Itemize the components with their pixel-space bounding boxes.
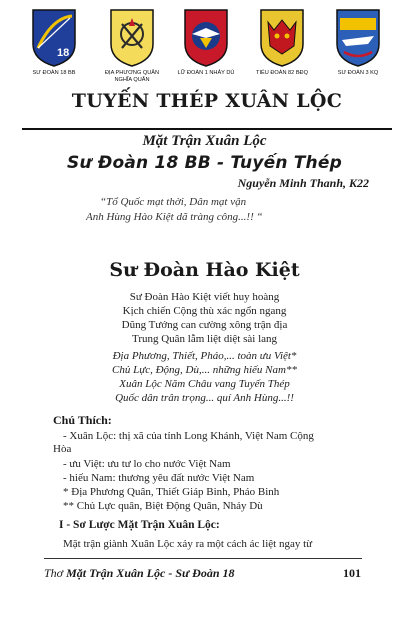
poem-heading-line1: Mặt Trận Xuân Lộc (142, 133, 267, 149)
page-number: 101 (343, 566, 361, 580)
footer-prefix: Thơ (44, 566, 67, 580)
air-division-3-caption: SƯ ĐOÀN 3 KQ (337, 70, 379, 76)
footer-divider (44, 558, 362, 559)
banner-title: TUYẾN THÉP XUÂN LỘC (71, 90, 343, 112)
poem-line: Kịch chiến Cộng thù xác ngổn ngang (122, 305, 287, 317)
airborne-brigade-caption: LỮ ĐOÀN 1 NHẢY DÙ (177, 70, 235, 76)
division-18-caption: SƯ ĐOÀN 18 BB (32, 70, 76, 76)
poem-line: Trung Quân lẫm liệt diệt sài lang (131, 333, 278, 345)
ranger-battalion-caption: TIỂU ĐOÀN 82 BĐQ (256, 70, 308, 76)
banner (22, 6, 392, 130)
note-line: * Địa Phương Quân, Thiết Giáp Binh, Pháo Binh (63, 486, 280, 498)
author-name: Nguyễn Minh Thanh, K22 (237, 176, 369, 190)
banner-divider (22, 128, 392, 130)
section-heading: I - Sơ Lược Mặt Trận Xuân Lộc: (59, 519, 220, 531)
note-line: - Xuân Lộc: thị xã của tỉnh Long Khánh, Việt Nam Cộng (63, 430, 314, 442)
division-18-emblem (30, 8, 78, 68)
poem-line: Chủ Lực, Động, Dù,... những hiếu Nam** (112, 364, 297, 376)
note-line: - hiếu Nam: thương yêu đất nước Việt Nam (63, 472, 255, 484)
section-text: Mặt trận giành Xuân Lộc xảy ra một cách ác liệt ngay từ (63, 538, 313, 550)
airborne-brigade-emblem (182, 8, 230, 68)
note-line: Hòa (53, 443, 72, 455)
footer-title (44, 566, 235, 581)
poem-line: Sư Đoàn Hào Kiệt viết huy hoàng (129, 291, 280, 303)
poem-line: Xuân Lộc Năm Châu vang Tuyến Thép (119, 378, 290, 390)
epigraph-line: “Tổ Quốc mạt thời, Dân mạt vận (100, 196, 247, 208)
epigraph-line: Anh Hùng Hào Kiệt dã tràng công...!! “ (86, 211, 263, 223)
footer-poem-title: Mặt Trận Xuân Lộc - Sư Đoàn 18 (66, 566, 235, 580)
poem-line: Dũng Tướng can cường xông trận địa (121, 319, 288, 331)
ranger-battalion-emblem (258, 8, 306, 68)
air-division-3-emblem (334, 8, 382, 68)
division-18-number: 18 (57, 47, 70, 59)
note-line: - ưu Việt: ưu tư lo cho nước Việt Nam (63, 458, 231, 470)
poem-line: Quốc dân trân trọng... quí Anh Hùng...!! (115, 392, 294, 404)
notes-heading: Chú Thích: (53, 413, 112, 427)
poem-line: Địa Phương, Thiết, Pháo,... toàn ưu Việt* (112, 350, 297, 362)
regional-forces-emblem (108, 8, 156, 68)
regional-forces-caption: ĐỊA PHƯƠNG QUÂN NGHĨA QUÂN (104, 70, 160, 83)
unit-emblem-row (22, 8, 392, 68)
note-line: ** Chủ Lực quân, Biệt Động Quân, Nhảy Dù (63, 500, 263, 512)
poem-heading-line2: Sư Đoàn 18 BB - Tuyến Thép (67, 153, 342, 173)
poem-title: Sư Đoàn Hào Kiệt (109, 259, 300, 281)
